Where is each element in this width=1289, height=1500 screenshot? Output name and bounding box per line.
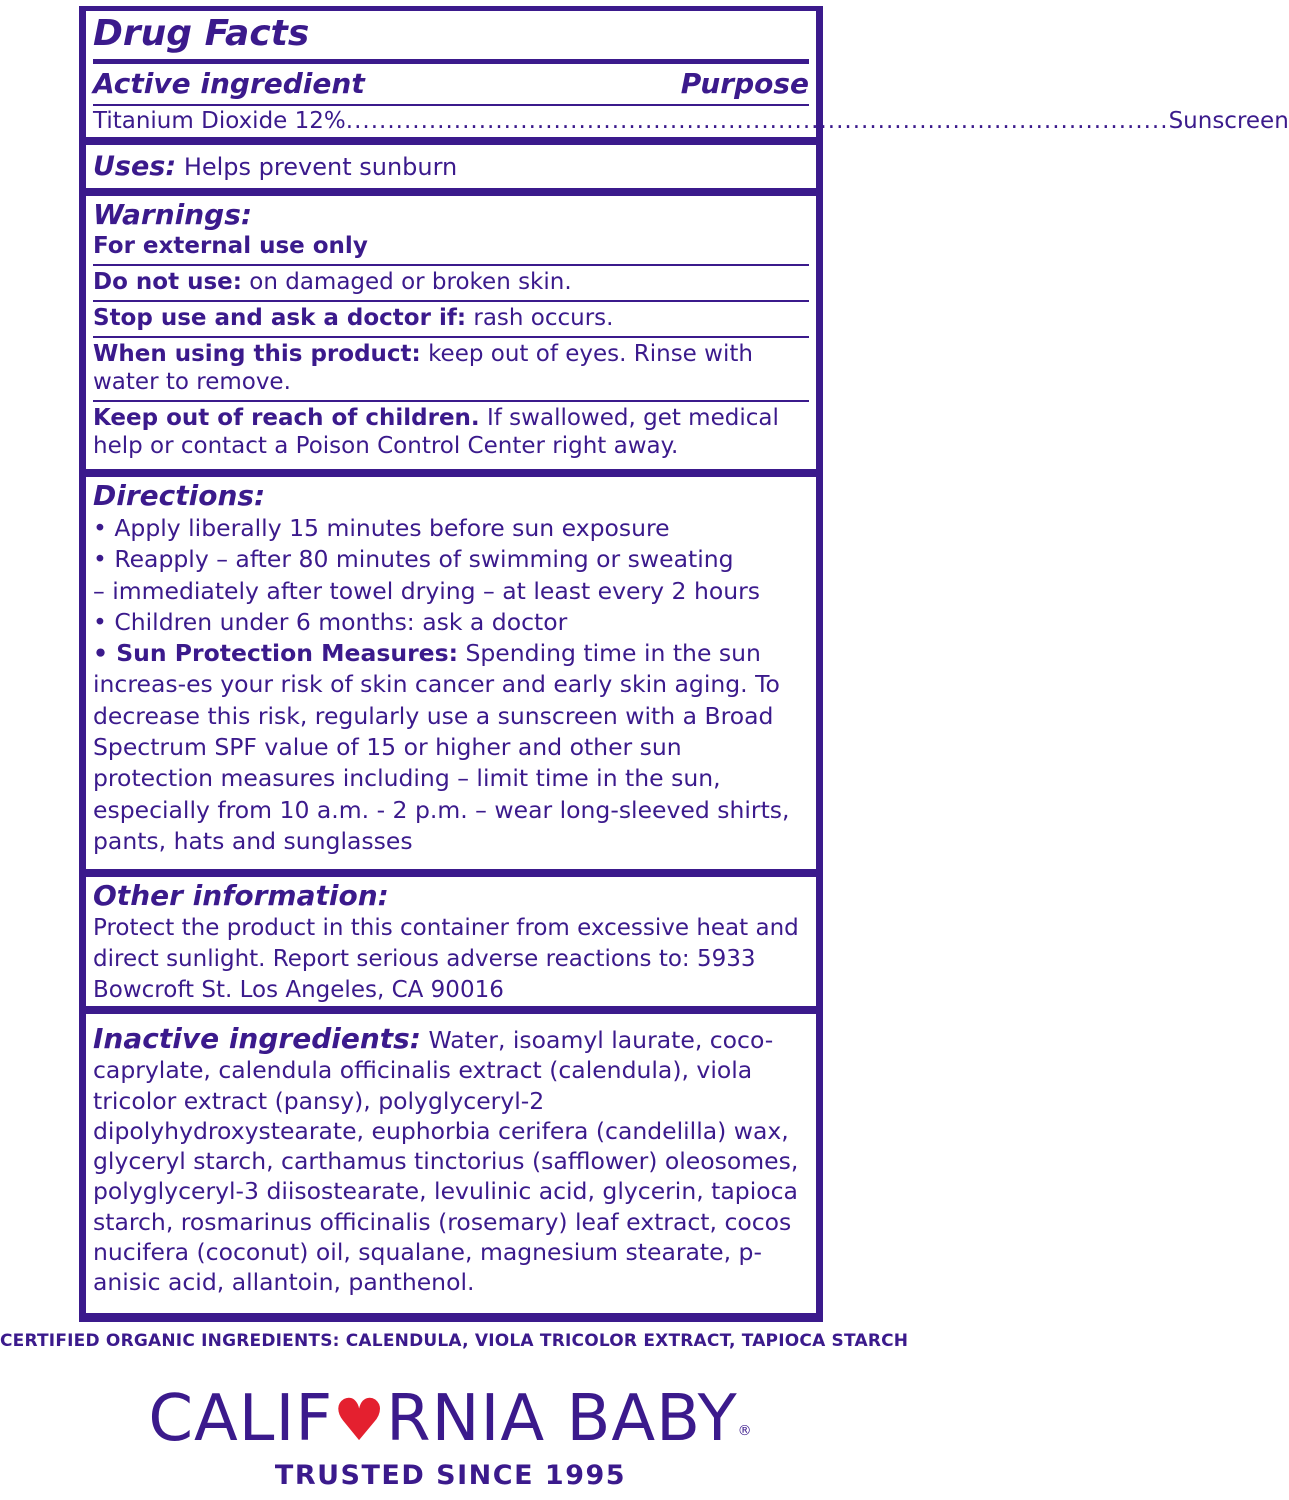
when-using-label: When using this product: xyxy=(93,341,421,367)
inactive-ingredients-text: Water, isoamyl laurate, coco-caprylate, calendula officinalis extract (calendula), viola tricolor extract (pansy), polyglyceryl-2 dipolyhydroxystearate, euphorbia cerifera (candelilla) wax, glyceryl starch, carthamus tinctorius (safflower) oleosomes, polyglyceryl-3 diisostearate, levulinic acid, glycerin, tapioca starch, rosmarinus officinalis (rosemary) leaf extract, cocos nucifera (coconut) oil, squalane, magnesium stearate, p-anisic acid, allantoin, panthenol. xyxy=(93,1026,799,1297)
when-using-text: keep out of eyes. Rinse with water to remove. xyxy=(93,341,753,395)
active-ingredient-label: Active ingredient xyxy=(93,67,365,100)
do-not-use-row xyxy=(93,264,809,300)
sun-protection-text: Spending time in the sun increas-es your risk of skin cancer and early skin aging. To decrease this risk, regularly use a sunscreen with a Broad Spectrum SPF value of 15 or higher and other sun protection measures including – limit time in the sun, especially from 10 a.m. - 2 p.m. – wear long-sleeved shirts, pants, hats and sunglasses xyxy=(93,639,790,855)
inactive-ingredients-section xyxy=(86,1014,816,1313)
drug-facts-title: Drug Facts xyxy=(93,13,310,54)
warnings-section xyxy=(86,196,816,469)
when-using-row xyxy=(93,336,809,400)
directions-line-2: • Reapply – after 80 minutes of swimming or sweating xyxy=(93,545,734,574)
leader-dots: ................................................................................................... xyxy=(345,108,1169,134)
uses-section xyxy=(86,145,816,188)
brand-text-start: CALIF xyxy=(148,1382,334,1456)
active-ingredient-header xyxy=(93,59,809,104)
external-use-note: For external use only xyxy=(93,233,368,259)
keep-out-text: If swallowed, get medical help or contact a Poison Control Center right away. xyxy=(93,405,779,459)
keep-out-row xyxy=(93,400,809,464)
certified-organic-note: CERTIFIED ORGANIC INGREDIENTS: CALENDULA, VIOLA TRICOLOR EXTRACT, TAPIOCA STARCH xyxy=(0,1331,909,1351)
stop-use-row xyxy=(93,300,809,336)
directions-section xyxy=(86,477,816,869)
brand-text-end: RNIA BABY xyxy=(386,1382,738,1456)
active-ingredient-row xyxy=(93,104,1289,136)
directions-line-4: • Children under 6 months: ask a doctor xyxy=(93,607,568,636)
purpose-label: Purpose xyxy=(680,67,809,100)
stop-use-label: Stop use and ask a doctor if: xyxy=(93,305,467,331)
drug-facts-section xyxy=(86,11,1289,137)
keep-out-label: Keep out of reach of children. xyxy=(93,405,480,431)
uses-label: Uses: xyxy=(93,151,177,182)
directions-heading: Directions: xyxy=(93,479,266,512)
directions-line-3: – immediately after towel drying – at least every 2 hours xyxy=(93,576,761,605)
other-information-text: Protect the product in this container from excessive heat and direct sunlight. Report serious adverse reactions to: 5933 Bowcroft St. Los Angeles, CA 90016 xyxy=(93,915,799,1003)
ingredient-name: Titanium Dioxide 12% xyxy=(93,108,346,134)
ingredient-purpose: Sunscreen xyxy=(1168,108,1289,134)
uses-line xyxy=(93,145,809,189)
brand-tagline: TRUSTED SINCE 1995 xyxy=(274,1460,627,1491)
do-not-use-label: Do not use: xyxy=(93,269,242,295)
sun-protection-label: • Sun Protection Measures: xyxy=(93,639,458,668)
uses-text: Helps prevent sunburn xyxy=(183,153,458,181)
other-information-section xyxy=(86,877,816,1006)
inactive-ingredients-label: Inactive ingredients: xyxy=(93,1022,422,1055)
inactive-ingredients-paragraph xyxy=(93,1014,809,1298)
warnings-heading: Warnings: xyxy=(93,198,253,231)
brand-logo xyxy=(0,1384,901,1455)
directions-line-1: • Apply liberally 15 minutes before sun exposure xyxy=(93,514,670,542)
stop-use-text: rash occurs. xyxy=(473,305,614,331)
registered-mark: ® xyxy=(737,1423,753,1439)
do-not-use-text: on damaged or broken skin. xyxy=(249,269,572,295)
other-information-heading: Other information: xyxy=(93,879,389,912)
drug-facts-panel xyxy=(79,6,1289,1322)
heart-icon: ♥ xyxy=(333,1386,387,1454)
sun-protection-paragraph xyxy=(93,638,809,857)
